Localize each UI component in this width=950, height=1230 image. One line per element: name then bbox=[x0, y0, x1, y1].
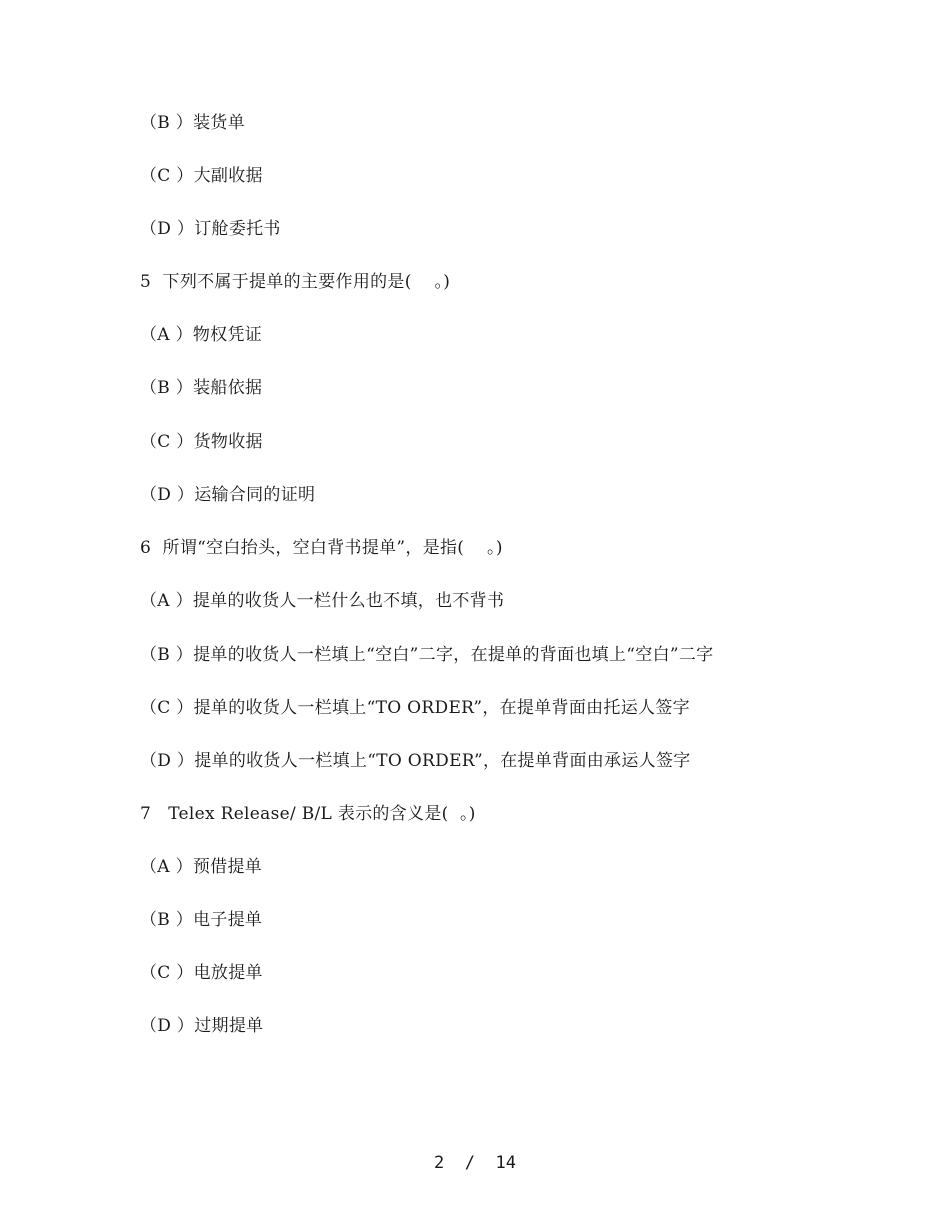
question-5: 5 下列不属于提单的主要作用的是( 。) bbox=[140, 272, 451, 292]
question-5-option-a: （A ）物权凭证 bbox=[140, 325, 263, 345]
option-c-mates-receipt: （C ）大副收据 bbox=[140, 166, 263, 186]
option-b-loading-order: （B ）装货单 bbox=[140, 113, 245, 133]
question-6: 6 所谓“空白抬头，空白背书提单”，是指( 。) bbox=[140, 538, 503, 558]
question-7-option-b: （B ）电子提单 bbox=[140, 910, 263, 930]
question-6-option-b: （B ）提单的收货人一栏填上“空白”二字，在提单的背面也填上“空白”二字 bbox=[140, 645, 714, 665]
question-5-option-c: （C ）货物收据 bbox=[140, 432, 263, 452]
option-d-booking-note: （D ）订舱委托书 bbox=[140, 219, 281, 239]
question-7-option-d: （D ）过期提单 bbox=[140, 1016, 264, 1036]
question-6-option-a: （A ）提单的收货人一栏什么也不填，也不背书 bbox=[140, 591, 505, 611]
question-7-option-a: （A ）预借提单 bbox=[140, 857, 263, 877]
page-number: 2 / 14 bbox=[434, 1153, 516, 1173]
question-6-option-c: （C ）提单的收货人一栏填上“TO ORDER”，在提单背面由托运人签字 bbox=[140, 698, 690, 718]
question-5-option-b: （B ）装船依据 bbox=[140, 378, 263, 398]
question-6-option-d: （D ）提单的收货人一栏填上“TO ORDER”，在提单背面由承运人签字 bbox=[140, 751, 691, 771]
question-7: 7 Telex Release/ B/L 表示的含义是( 。) bbox=[140, 804, 476, 824]
question-7-option-c: （C ）电放提单 bbox=[140, 963, 263, 983]
question-5-option-d: （D ）运输合同的证明 bbox=[140, 485, 316, 505]
